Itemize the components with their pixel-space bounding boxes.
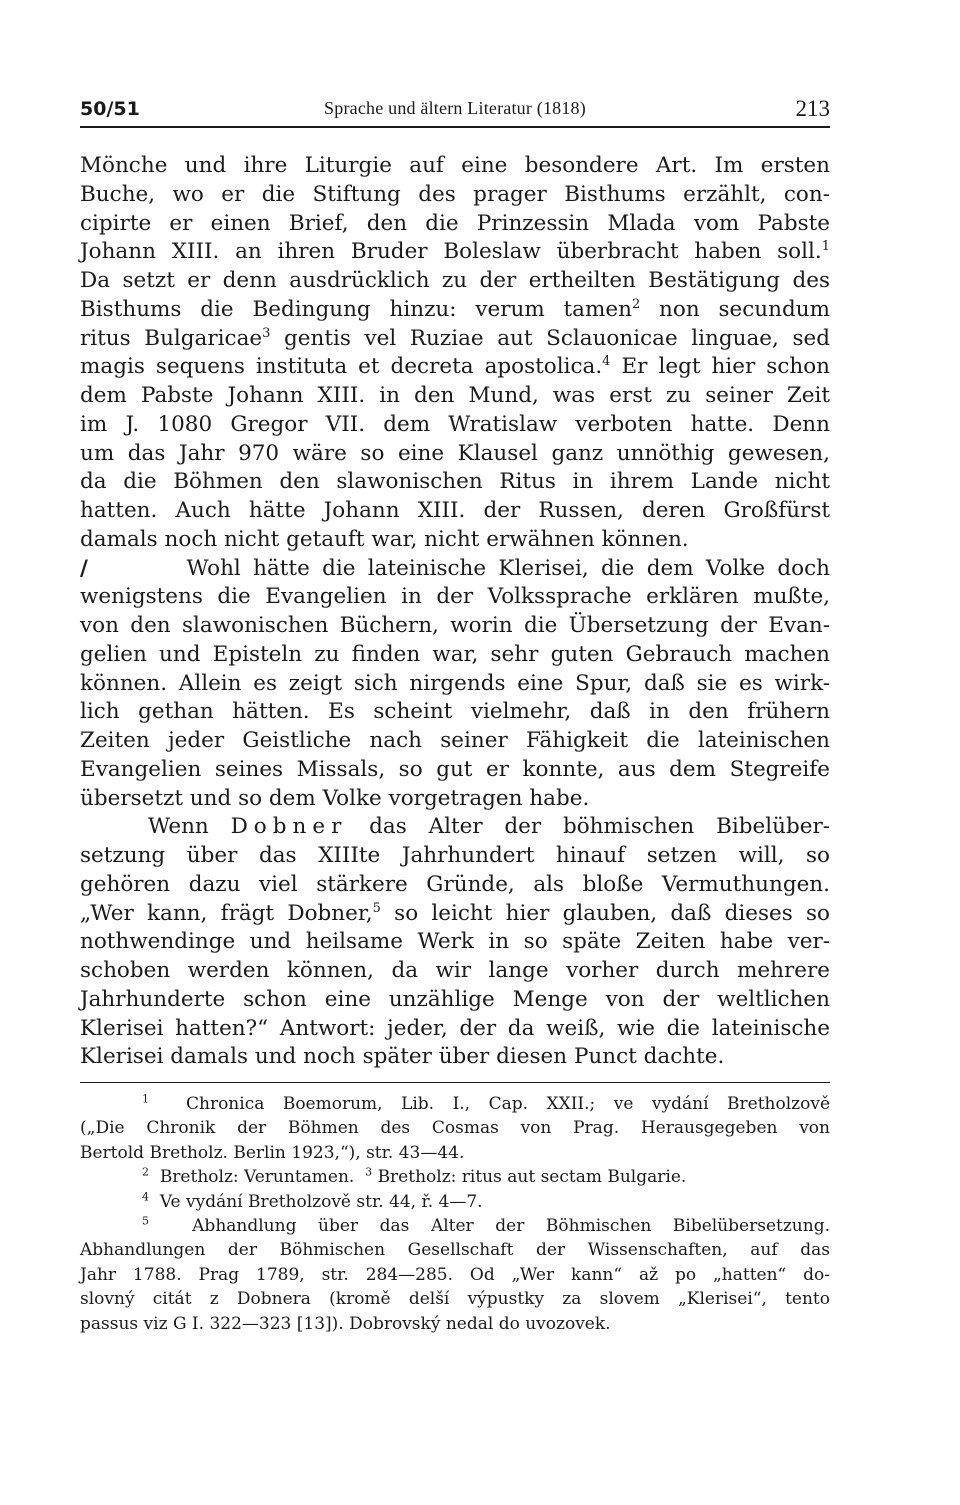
text-line: dem Pabste Johann XIII. in den Mund, was erst zu seiner Zeit (80, 383, 830, 408)
text-line: setzung über das XIIIte Jahrhundert hinauf setzen will, so (80, 843, 830, 868)
running-header (80, 86, 830, 128)
text-line: Mönche und ihre Liturgie auf eine besondere Art. Im ersten (80, 153, 830, 178)
footnote-text: Ve vydání Bretholzově str. 44, ř. 4—7. (159, 1191, 483, 1212)
text-line: cipirte er einen Brief, den die Prinzessin Mlada vom Pabste (80, 210, 830, 236)
footnote-ref-1[interactable]: 1 (821, 239, 830, 255)
text-line: übersetzt und so dem Volke vorgetragen habe. (80, 785, 590, 811)
footnote-line: Jahr 1788. Prag 1789, str. 284—285. Od „Wer kann“ až po „hatten“ do- (80, 1264, 830, 1285)
text-line: damals noch nicht getauft war, nicht erwähnen können. (80, 526, 689, 552)
text-line: nothwendinge und heilsame Werk in so späte Zeiten habe ver- (80, 929, 830, 955)
text-segment: „Wer kann, frägt Dobner, (80, 900, 373, 926)
footnote-line: („Die Chronik der Böhmen des Cosmas von Prag. Herausgegeben von (80, 1118, 830, 1139)
text-line: gehören dazu viel stärkere Gründe, als bloße Vermuthungen. (80, 871, 830, 897)
text-line (80, 555, 830, 584)
footnote-line (80, 1165, 830, 1189)
footnote-ref-3[interactable]: 3 (262, 325, 271, 341)
text-segment: ritus Bulgaricae (80, 325, 263, 351)
text-segment: Wenn (148, 814, 231, 840)
footnote-line: slovný citát z Dobnera (kromě delší výpustky za slovem „Klerisei“, tento (80, 1289, 830, 1310)
text-segment: das Alter der böhmischen Bibelüber- (347, 814, 830, 840)
text-line: von den slawonischen Büchern, worin die Übersetzung der Evan- (80, 613, 830, 638)
footnote-line (80, 1190, 830, 1214)
text-line: Klerisei damals und noch später über diesen Punct dachte. (80, 1044, 725, 1070)
footnote-text: Bretholz: Veruntamen. (159, 1167, 355, 1188)
text-line: können. Allein es zeigt sich nirgends eine Spur, daß sie es wirk- (80, 670, 830, 696)
text-line: um das Jahr 970 wäre so eine Klausel ganz unnöthig gewesen, (80, 440, 830, 466)
footnote-number-3: 3 (365, 1165, 373, 1179)
text-segment: Bisthums die Bedingung hinzu: verum tamen (80, 296, 632, 322)
footnote-text: Abhandlung über das Alter der Böhmischen Bibelübersetzung. (192, 1215, 830, 1236)
footnote-line: Bertold Bretholz. Berlin 1923,“), str. 43—44. (80, 1142, 465, 1163)
page-reference: 50/51 (80, 98, 140, 120)
text-line: Evangelien seines Missals, so gut er konnte, aus dem Stegreife (80, 756, 830, 782)
text-segment: non secundum (640, 296, 831, 322)
running-title: Sprache und ältern Literatur (1818) (324, 98, 586, 118)
footnote-text: Bretholz: ritus aut sectam Bulgarie. (377, 1167, 687, 1188)
text-line (80, 296, 830, 325)
page-number: 213 (795, 96, 830, 121)
footnote-number-1: 1 (142, 1092, 149, 1106)
text-line: Buche, wo er die Stiftung des prager Bisthums erzählt, con- (80, 181, 830, 207)
text-line: Klerisei hatten?“ Antwort: jeder, der da weiß, wie die lateinische (80, 1015, 830, 1041)
footnote-line (80, 1214, 830, 1238)
text-line (80, 900, 830, 929)
footnote-line: Abhandlungen der Böhmischen Gesellschaft der Wissenschaften, auf das (80, 1240, 830, 1261)
footnotes (80, 1092, 830, 1336)
text-line: Jahrhunderte schon eine unzählige Menge von der weltlichen (80, 986, 830, 1012)
text-line (80, 325, 830, 354)
footnote-line (80, 1092, 830, 1116)
main-text (80, 152, 830, 1072)
footnote-ref-5[interactable]: 5 (372, 900, 381, 916)
footnote-ref-2[interactable]: 2 (631, 296, 641, 312)
text-segment: Wohl hätte die lateinische Klerisei, die dem Volke doch (186, 555, 830, 581)
text-line: da die Böhmen den slawonischen Ritus in ihrem Lande nicht (80, 469, 830, 495)
text-segment: Er legt hier schon (610, 354, 830, 380)
text-segment: so leicht hier glauben, daß dieses so (380, 900, 830, 926)
footnote-number-2: 2 (142, 1165, 149, 1179)
author-name-spaced: Dobner (230, 814, 348, 840)
page-break-marker: / (80, 555, 88, 581)
footnote-divider (80, 1082, 830, 1083)
text-line (80, 238, 830, 267)
footnote-line: passus viz G I. 322—323 [13]). Dobrovský nedal do uvozovek. (80, 1313, 611, 1334)
text-segment: magis sequens instituta et decreta apostolica. (80, 354, 603, 380)
text-line: Zeiten jeder Geistliche nach seiner Fähigkeit die lateinischen (80, 728, 830, 753)
text-line: lich gethan hätten. Es scheint vielmehr, daß in den frühern (80, 699, 830, 725)
text-segment: gentis vel Ruziae aut Sclauonicae linguae, sed (270, 325, 830, 351)
text-line: schoben werden können, da wir lange vorher durch mehrere (80, 958, 830, 983)
footnote-number-5: 5 (142, 1214, 149, 1228)
text-line: hatten. Auch hätte Johann XIII. der Russen, deren Großfürst (80, 498, 830, 523)
footnote-ref-4[interactable]: 4 (602, 354, 611, 370)
text-segment: Johann XIII. an ihren Bruder Boleslaw überbracht haben soll. (80, 239, 822, 265)
text-line: wenigstens die Evangelien in der Volkssprache erklären mußte, (80, 584, 830, 610)
text-line: Da setzt er denn ausdrücklich zu der ertheilten Bestätigung des (80, 268, 830, 293)
footnote-number-4: 4 (142, 1189, 149, 1203)
text-line: gelien und Episteln zu finden war, sehr guten Gebrauch machen (80, 641, 830, 667)
text-line (80, 353, 830, 382)
text-line (80, 813, 830, 842)
text-line: im J. 1080 Gregor VII. dem Wratislaw verboten hatte. Denn (80, 411, 830, 437)
footnote-text: Chronica Boemorum, Lib. I., Cap. XXII.; ve vydání Bretholzově (185, 1094, 830, 1114)
